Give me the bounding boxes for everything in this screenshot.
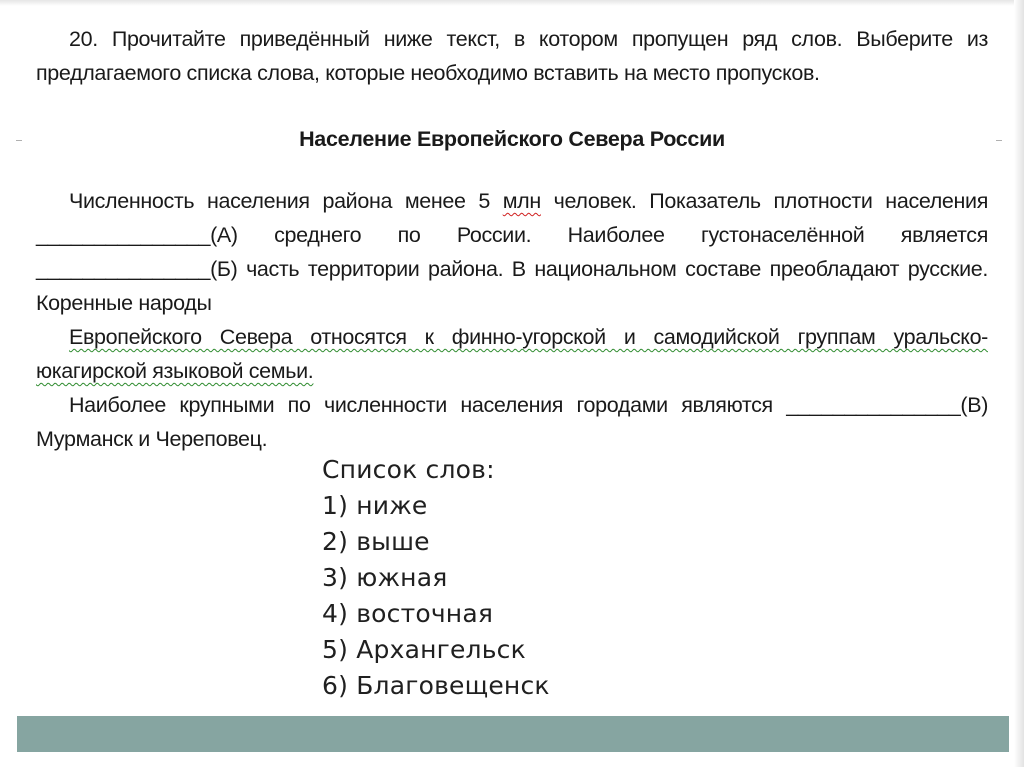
task-instruction: 20. Прочитайте приведённый ниже текст, в котором пропущен ряд слов. Выберите из предлагаемого списка слова, которые необходимо вставить на место пропусков. xyxy=(36,27,988,85)
grammar-underlined-text: Европейского Севера относятся к финно-угорской и самодийской группам уральско-юкагирской языковой семьи. xyxy=(36,325,988,383)
word-list-title: Список слов: xyxy=(322,455,495,484)
margin-mark-right xyxy=(996,140,1002,141)
footer-bar xyxy=(17,716,1009,752)
passage-heading: Население Европейского Севера России xyxy=(299,127,725,151)
slide-right-shadow xyxy=(1014,0,1024,767)
word-list-item: 4) восточная xyxy=(322,599,494,628)
passage-paragraph-3: Наиболее крупными по численности населения городами являются _______________(В) Мурманск и Череповец. xyxy=(36,393,988,451)
word-list-item: 2) выше xyxy=(322,527,430,556)
passage-p1-start: Численность населения района менее 5 xyxy=(69,189,503,213)
spellcheck-word-mln: млн xyxy=(502,189,541,213)
slide-top-shadow xyxy=(0,0,1024,6)
word-list-item: 5) Архангельск xyxy=(322,635,526,664)
passage-paragraph-2 xyxy=(36,320,988,388)
word-list-item: 3) южная xyxy=(322,563,448,592)
word-list-item: 1) ниже xyxy=(322,491,428,520)
word-list xyxy=(322,452,550,704)
passage-paragraph-1 xyxy=(36,184,988,320)
document-body xyxy=(36,22,988,456)
margin-mark-left xyxy=(16,140,22,141)
passage-p1-rest: человек. Показатель плотности населения _______________(А) среднего по России. Наиболее густонаселённой является _______________(Б) часть территории района. В национальном составе преобладают русские. Коренные народы xyxy=(36,189,989,315)
word-list-item: 6) Благовещенск xyxy=(322,671,550,700)
word-list-items xyxy=(322,488,550,704)
